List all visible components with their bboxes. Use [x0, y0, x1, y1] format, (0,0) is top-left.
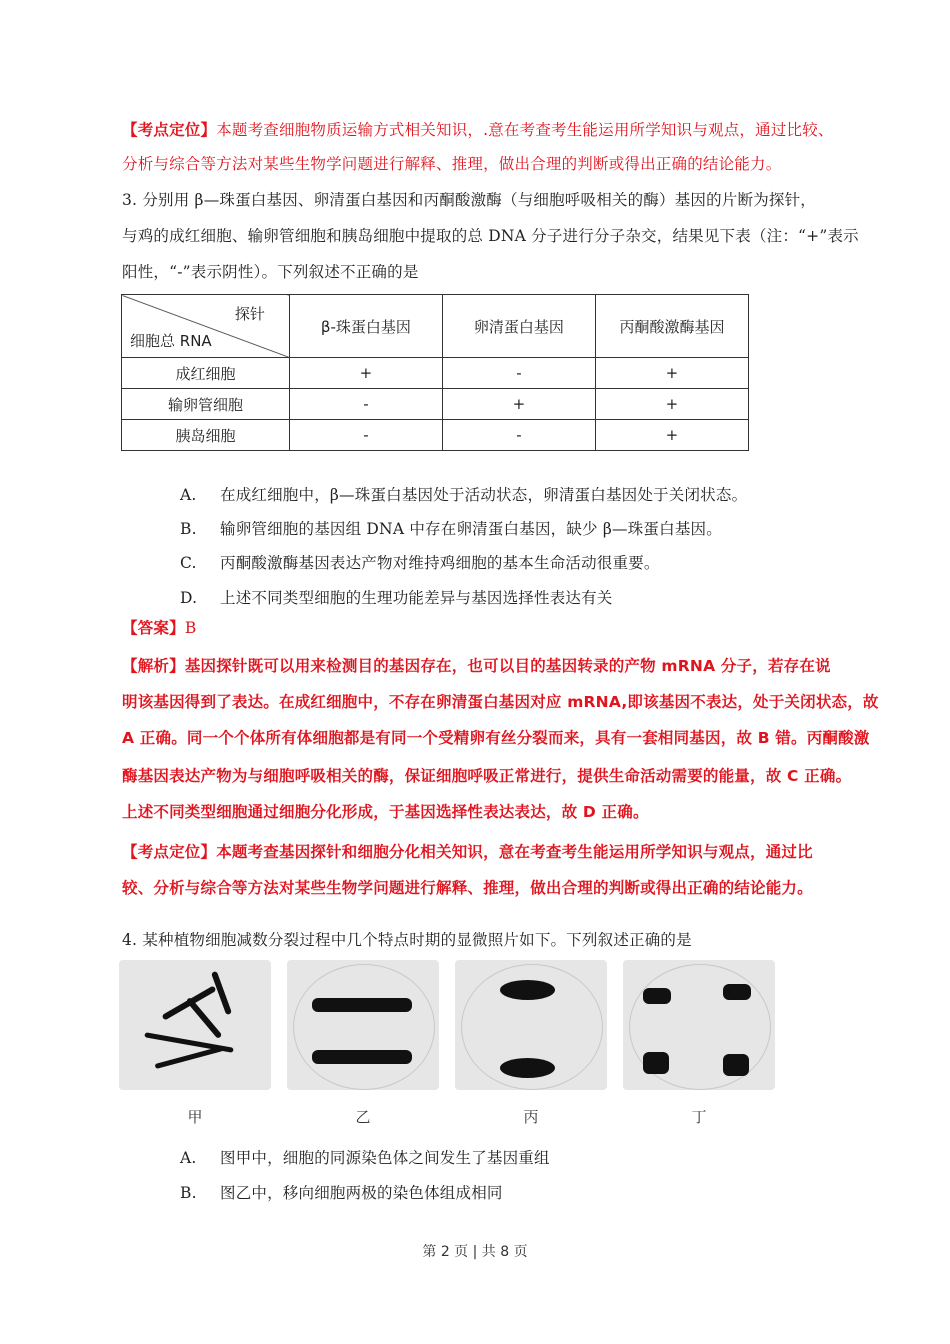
table-cell: +	[595, 420, 748, 451]
q3-analysis-line1: 【解析】基因探针既可以用来检测目的基因存在，也可以目的基因转录的产物 mRNA 分子，若存在说	[122, 657, 831, 675]
q3-answer	[122, 616, 196, 638]
corner-rna-label: 细胞总 RNA	[130, 332, 212, 350]
q3-kaodian-line2: 较、分析与综合等方法对某些生物学问题进行解释、推理，做出合理的判断或得出正确的结论能力。	[122, 879, 813, 897]
table-cell: +	[595, 358, 748, 389]
table-cell: -	[442, 358, 595, 389]
table-header-row	[122, 295, 749, 358]
q3-stem-line3: 阳性，“-”表示阴性）。下列叙述不正确的是	[122, 263, 419, 281]
corner-probe-label: 探针	[234, 305, 265, 323]
micrograph-jia	[119, 960, 271, 1090]
table-row	[122, 420, 749, 451]
answer-label: 【答案】	[122, 619, 185, 637]
row-header: 输卵管细胞	[122, 389, 290, 420]
answer-value: B	[184, 619, 197, 637]
table-cell: +	[289, 358, 442, 389]
column-header: 卵清蛋白基因	[442, 295, 595, 358]
micrograph-yi	[287, 960, 439, 1090]
analysis-label: 【解析】	[122, 657, 185, 675]
q3-stem-line1: 3. 分别用 β—珠蛋白基因、卵清蛋白基因和丙酮酸激酶（与细胞呼吸相关的酶）基因的片断为探针，	[122, 191, 817, 209]
table-corner-cell	[122, 295, 290, 358]
q3-kaodian-line1: 【考点定位】本题考查基因探针和细胞分化相关知识，意在考查考生能运用所学知识与观点，通过比	[122, 843, 813, 861]
figure-label-bing: 丙	[523, 1108, 539, 1126]
hybridization-table	[121, 294, 749, 451]
q4-option-b: B. 图乙中，移向细胞两极的染色体组成相同	[180, 1184, 503, 1202]
q4-stem: 4. 某种植物细胞减数分裂过程中几个特点时期的显微照片如下。下列叙述正确的是	[122, 931, 692, 949]
q3-analysis-line5: 上述不同类型细胞通过细胞分化形成，于基因选择性表达表达，故 D 正确。	[122, 803, 649, 821]
q2-kaodian-label: 【考点定位】	[122, 121, 217, 139]
q2-kaodian-line1: 【考点定位】本题考查细胞物质运输方式相关知识，.意在考查考生能运用所学知识与观点，通过比较、	[122, 121, 834, 139]
figure-label-yi: 乙	[355, 1108, 371, 1126]
q3-option-c: C. 丙酮酸激酶基因表达产物对维持鸡细胞的基本生命活动很重要。	[180, 554, 660, 572]
q3-option-d: D. 上述不同类型细胞的生理功能差异与基因选择性表达有关	[180, 589, 613, 607]
row-header: 成红细胞	[122, 358, 290, 389]
q3-analysis-line4: 酶基因表达产物为与细胞呼吸相关的酶，保证细胞呼吸正常进行，提供生命活动需要的能量，故 C 正确。	[122, 767, 852, 785]
q3-stem-line2: 与鸡的成红细胞、输卵管细胞和胰岛细胞中提取的总 DNA 分子进行分子杂交，结果见下表（注：“+”表示	[122, 227, 859, 245]
q3-analysis-line3: A 正确。同一个个体所有体细胞都是有同一个受精卵有丝分裂而来，具有一套相同基因，故 B 错。丙酮酸激	[122, 729, 870, 747]
table-cell: -	[442, 420, 595, 451]
figure-label-jia: 甲	[187, 1108, 203, 1126]
row-header: 胰岛细胞	[122, 420, 290, 451]
q2-kaodian-line2: 分析与综合等方法对某些生物学问题进行解释、推理，做出合理的判断或得出正确的结论能力。	[122, 155, 782, 173]
figure-label-ding: 丁	[691, 1108, 707, 1126]
micrograph-figures	[119, 960, 779, 1130]
micrograph-ding	[623, 960, 775, 1090]
page-number-footer: 第 2 页 | 共 8 页	[422, 1244, 528, 1260]
q3-option-b: B. 输卵管细胞的基因组 DNA 中存在卵清蛋白基因，缺少 β—珠蛋白基因。	[180, 520, 722, 538]
q3-option-a: A. 在成红细胞中，β—珠蛋白基因处于活动状态，卵清蛋白基因处于关闭状态。	[180, 486, 748, 504]
micrograph-bing	[455, 960, 607, 1090]
column-header: β-珠蛋白基因	[289, 295, 442, 358]
table-row	[122, 358, 749, 389]
q4-option-a: A. 图甲中，细胞的同源染色体之间发生了基因重组	[180, 1149, 550, 1167]
column-header: 丙酮酸激酶基因	[595, 295, 748, 358]
table-cell: -	[289, 420, 442, 451]
table-cell: -	[289, 389, 442, 420]
q3-analysis-line2: 明该基因得到了表达。在成红细胞中，不存在卵清蛋白基因对应 mRNA,即该基因不表达，处于关闭状态，故	[122, 693, 879, 711]
table-cell: +	[595, 389, 748, 420]
q3-kaodian-label: 【考点定位】	[122, 843, 217, 861]
table-cell: +	[442, 389, 595, 420]
table-row	[122, 389, 749, 420]
